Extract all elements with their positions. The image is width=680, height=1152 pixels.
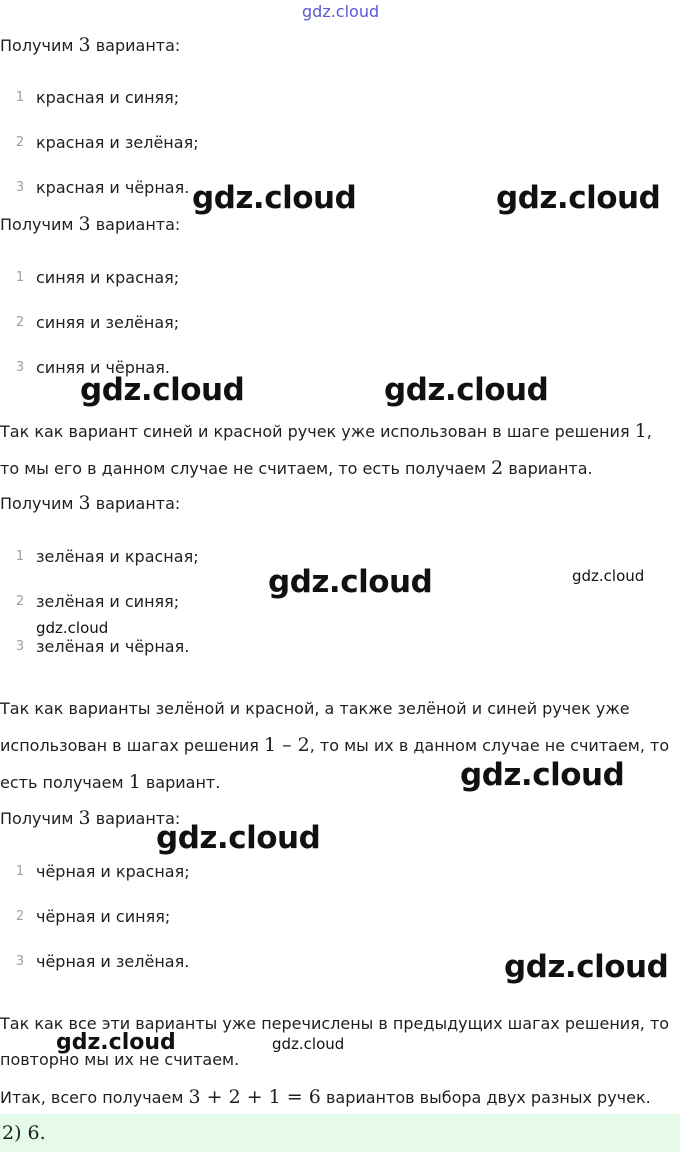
list-number: 2 (15, 315, 25, 330)
list-item: красная и зелёная; (36, 133, 199, 152)
watermark: gdz.cloud (36, 619, 109, 637)
watermark: gdz.cloud (156, 820, 321, 856)
list-number: 1 (15, 270, 25, 285)
step-3-note: Так как варианты зелёной и красной, а также зелёной и синей ручек уже использован в шагах решения 1 – 2, то мы их в данном случае не считаем, то есть получаем 1 вариант. (0, 699, 670, 793)
answer-box (0, 1114, 680, 1152)
watermark: gdz.cloud (384, 372, 549, 408)
list-item: зелёная и чёрная. (36, 637, 190, 656)
list-item: синяя и зелёная; (36, 313, 180, 332)
list-item: красная и синяя; (36, 88, 180, 107)
list-number: 3 (15, 639, 25, 654)
list-number: 1 (15, 864, 25, 879)
list-number: 3 (15, 360, 25, 375)
watermark: gdz.cloud (302, 2, 380, 21)
getting-line: Получим 3 варианта: (0, 34, 181, 56)
getting-line: Получим 3 варианта: (0, 807, 181, 829)
list-number: 1 (15, 90, 25, 105)
list-number: 1 (15, 549, 25, 564)
watermark: gdz.cloud (192, 180, 357, 216)
list-item: зелёная и синяя; (36, 592, 180, 611)
step-2-note: Так как вариант синей и красной ручек уже использован в шаге решения 1, то мы его в данном случае не считаем, то есть получаем 2 варианта. (0, 420, 652, 479)
list-number: 2 (15, 135, 25, 150)
watermark: gdz.cloud (572, 567, 645, 585)
answer-text: 2) 6. (2, 1122, 46, 1144)
total-line: Итак, всего получаем 3 + 2 + 1 = 6 вариантов выбора двух разных ручек. (0, 1086, 651, 1108)
getting-line: Получим 3 варианта: (0, 213, 181, 235)
list-item: синяя и красная; (36, 268, 180, 287)
list-item: чёрная и красная; (36, 862, 190, 881)
getting-line: Получим 3 варианта: (0, 492, 181, 514)
watermark: gdz.cloud (80, 372, 245, 408)
list-item: синяя и чёрная. (36, 358, 170, 377)
list-number: 2 (15, 909, 25, 924)
list-number: 3 (15, 954, 25, 969)
watermark: gdz.cloud (496, 180, 661, 216)
list-item: красная и чёрная. (36, 178, 190, 197)
watermark: gdz.cloud (268, 564, 433, 600)
list-item: зелёная и красная; (36, 547, 199, 566)
list-item: чёрная и зелёная. (36, 952, 190, 971)
watermark: gdz.cloud (460, 757, 625, 793)
list-number: 3 (15, 180, 25, 195)
watermark: gdz.cloud (272, 1035, 345, 1053)
step-4-note: Так как все эти варианты уже перечислены в предыдущих шагах решения, то повторно мы их не считаем. (0, 1014, 670, 1069)
list-number: 2 (15, 594, 25, 609)
watermark: gdz.cloud (504, 949, 669, 985)
watermark: gdz.cloud (56, 1030, 176, 1055)
list-item: чёрная и синяя; (36, 907, 171, 926)
